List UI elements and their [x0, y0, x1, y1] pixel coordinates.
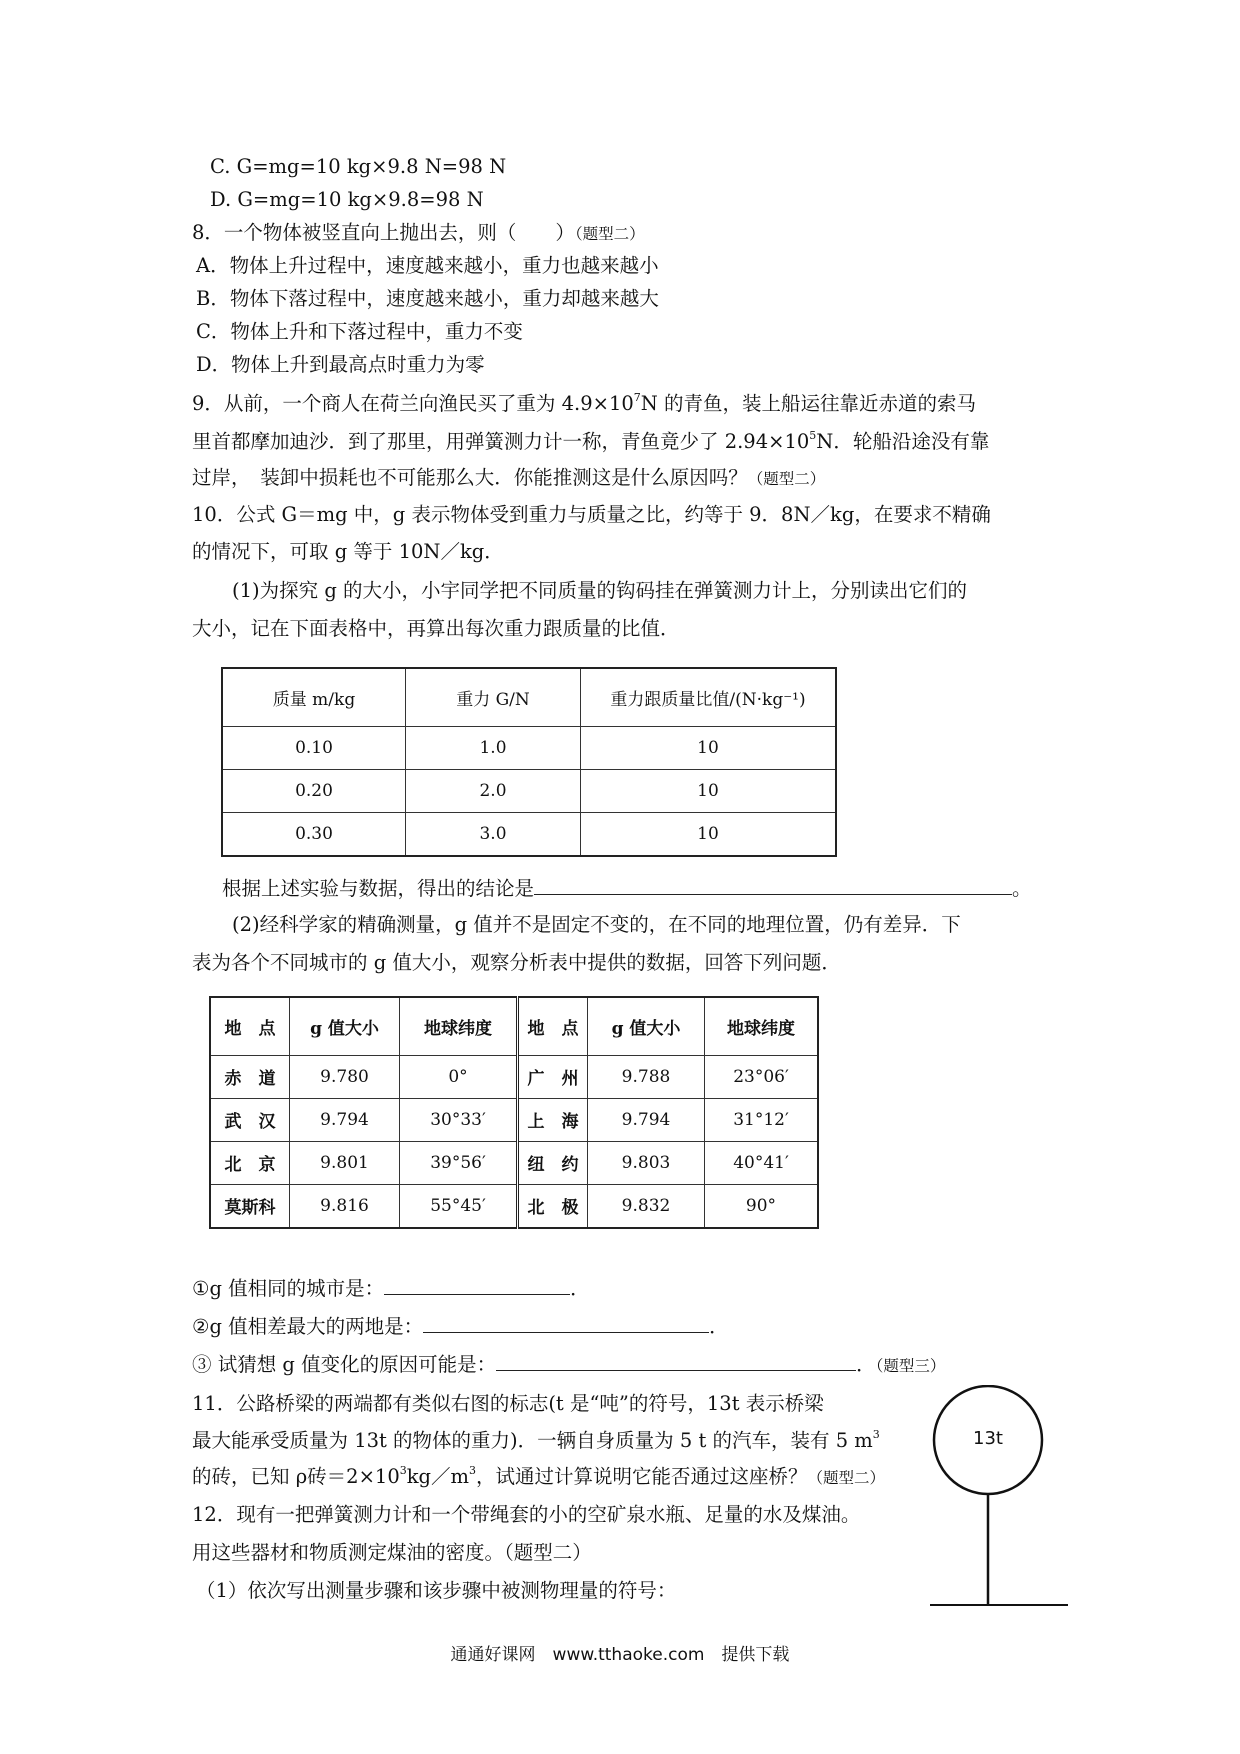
sign-label: 13t	[973, 1428, 1003, 1449]
table2-cell: 9.794	[588, 1098, 705, 1141]
table2-header: g 值大小	[588, 997, 705, 1055]
table-row	[210, 1055, 818, 1098]
table2-cell: 40°41′	[705, 1141, 819, 1184]
q9-l2-text: 里首都摩加迪沙．到了那里，用弹簧测力计一称，青鱼竟少了 2.94×10	[192, 430, 810, 453]
q11-exponent: 3	[399, 1463, 407, 1477]
table2-cell: 39°56′	[400, 1141, 518, 1184]
q11-exponent: 3	[872, 1427, 880, 1441]
q9-tag: （题型二）	[747, 470, 826, 488]
table1-cell: 0.20	[222, 769, 406, 812]
table2-cell: 莫斯科	[210, 1184, 290, 1228]
table-row	[210, 1098, 818, 1141]
table2-header: 地 点	[210, 997, 290, 1055]
subquestion-2-label: ②g 值相差最大的两地是：	[192, 1315, 424, 1338]
table1-cell: 2.0	[406, 769, 581, 812]
table2-cell: 23°06′	[705, 1055, 819, 1098]
q11-l3-text: 的砖，已知 ρ砖＝2×10	[192, 1465, 400, 1488]
question-10-part2-line-1: (2)经科学家的精确测量，g 值并不是固定不变的，在不同的地理位置，仍有差异．下	[232, 913, 961, 936]
subquestion-3-end: ．	[856, 1353, 876, 1376]
question-11-line-1: 11．公路桥梁的两端都有类似右图的标志(t 是“吨”的符号，13t 表示桥梁	[192, 1392, 824, 1415]
option-8d: D．物体上升到最高点时重力为零	[196, 353, 485, 376]
table2-cell: 9.788	[588, 1055, 705, 1098]
subquestion-1-blank[interactable]	[384, 1272, 570, 1295]
question-9-line-2	[192, 427, 989, 457]
table2-cell: 90°	[705, 1184, 819, 1228]
table2-cell: 9.803	[588, 1141, 705, 1184]
conclusion-label: 根据上述实验与数据，得出的结论是	[222, 877, 535, 900]
conclusion-line	[222, 872, 1032, 904]
question-12-line-3: （1）依次写出测量步骤和该步骤中被测物理量的符号：	[196, 1579, 677, 1602]
table2-cell: 0°	[400, 1055, 518, 1098]
question-8-text: 8．一个物体被竖直向上抛出去，则（ ）	[192, 221, 575, 244]
table2-cell: 北 极	[518, 1184, 588, 1228]
table2-cell: 9.832	[588, 1184, 705, 1228]
g-value-table	[209, 996, 819, 1229]
question-10-line-2: 的情况下，可取 g 等于 10N／kg．	[192, 540, 504, 563]
question-10-part1-line-2: 大小，记在下面表格中，再算出每次重力跟质量的比值．	[192, 617, 680, 640]
subquestion-1-label: ①g 值相同的城市是：	[192, 1277, 385, 1300]
table1-cell: 0.10	[222, 726, 406, 769]
question-8-stem	[192, 218, 645, 249]
q11-tag: （题型二）	[807, 1469, 886, 1487]
table2-cell: 9.794	[290, 1098, 400, 1141]
table2-cell: 上 海	[518, 1098, 588, 1141]
table-row	[210, 1141, 818, 1184]
table2-header: 地球纬度	[705, 997, 819, 1055]
option-7c: C. G=mg=10 kg×9.8 N=98 N	[210, 155, 507, 178]
question-9-line-1	[192, 389, 976, 419]
table-row	[222, 812, 836, 856]
q11-exponent: 3	[469, 1463, 477, 1477]
table2-cell: 55°45′	[400, 1184, 518, 1228]
table2-cell: 北 京	[210, 1141, 290, 1184]
subquestion-2	[192, 1310, 729, 1342]
option-7d: D. G=mg=10 kg×9.8=98 N	[210, 188, 484, 211]
q9-exponent-2: 5	[809, 428, 817, 442]
table1-header-weight: 重力 G/N	[406, 668, 581, 726]
bridge-limit-sign	[930, 1385, 1090, 1625]
table2-cell: 9.816	[290, 1184, 400, 1228]
table2-cell: 9.780	[290, 1055, 400, 1098]
option-8b: B．物体下落过程中，速度越来越小，重力却越来越大	[196, 287, 659, 310]
option-8a: A．物体上升过程中，速度越来越小，重力也越来越小	[196, 254, 659, 277]
question-12-line-1: 12．现有一把弹簧测力计和一个带绳套的小的空矿泉水瓶、足量的水及煤油。	[192, 1503, 861, 1526]
question-10-part2-line-2: 表为各个不同城市的 g 值大小，观察分析表中提供的数据，回答下列问题．	[192, 951, 841, 974]
question-11-line-2	[192, 1426, 880, 1456]
subquestion-3-blank[interactable]	[496, 1348, 856, 1371]
question-8-tag: （题型二）	[574, 225, 645, 243]
q9-l1-text: 9．从前，一个商人在荷兰向渔民买了重为 4.9×10	[192, 392, 634, 415]
q9-l1-text-b: N 的青鱼，装上船运往靠近赤道的索马	[640, 392, 977, 415]
q9-l2-text-b: N．轮船沿途没有靠	[816, 430, 990, 453]
subquestion-3	[192, 1348, 945, 1381]
table1-header-mass: 质量 m/kg	[222, 668, 406, 726]
subquestion-2-blank[interactable]	[423, 1310, 709, 1333]
option-8c: C．物体上升和下落过程中，重力不变	[196, 320, 523, 343]
table1-cell: 10	[581, 769, 837, 812]
question-10-part1-line-1: (1)为探究 g 的大小，小宇同学把不同质量的钩码挂在弹簧测力计上，分别读出它们的	[232, 579, 968, 602]
subquestion-3-tag: （题型三）	[875, 1357, 946, 1375]
table-row	[222, 726, 836, 769]
table1-header-ratio: 重力跟质量比值/(N·kg⁻¹)	[581, 668, 837, 726]
table1-cell: 10	[581, 812, 837, 856]
mass-weight-table	[221, 667, 837, 857]
q9-exponent-1: 7	[633, 390, 641, 404]
page-footer: 通通好课网 www.tthaoke.com 提供下载	[450, 1645, 790, 1665]
table2-header: 地 点	[518, 997, 588, 1055]
conclusion-blank[interactable]	[534, 872, 1012, 895]
table1-cell: 1.0	[406, 726, 581, 769]
subquestion-1-end: ．	[570, 1277, 590, 1300]
table2-header: g 值大小	[290, 997, 400, 1055]
subquestion-1	[192, 1272, 590, 1304]
question-12-line-2: 用这些器材和物质测定煤油的密度。（题型二）	[192, 1541, 592, 1564]
subquestion-3-label: ③ 试猜想 g 值变化的原因可能是：	[192, 1353, 497, 1376]
table2-cell: 9.801	[290, 1141, 400, 1184]
table2-cell: 31°12′	[705, 1098, 819, 1141]
table2-cell: 武 汉	[210, 1098, 290, 1141]
question-11-line-3	[192, 1462, 885, 1493]
table1-cell: 3.0	[406, 812, 581, 856]
table2-cell: 纽 约	[518, 1141, 588, 1184]
q11-l2-text: 最大能承受质量为 13t 的物体的重力)．一辆自身质量为 5 t 的汽车，装有 5 m	[192, 1429, 873, 1452]
table2-cell: 30°33′	[400, 1098, 518, 1141]
table1-cell: 10	[581, 726, 837, 769]
table2-header: 地球纬度	[400, 997, 518, 1055]
question-9-line-3	[192, 463, 825, 494]
q11-l3-text-b: kg／m	[406, 1465, 470, 1488]
table2-cell: 赤 道	[210, 1055, 290, 1098]
table-row	[222, 769, 836, 812]
subquestion-2-end: ．	[709, 1315, 729, 1338]
table-row	[210, 1184, 818, 1228]
conclusion-end: 。	[1012, 877, 1032, 900]
q9-l3-text: 过岸， 装卸中损耗也不可能那么大．你能推测这是什么原因吗？	[192, 466, 748, 489]
q11-l3-text-c: ，试通过计算说明它能否通过这座桥？	[476, 1465, 808, 1488]
table2-cell: 广 州	[518, 1055, 588, 1098]
table1-cell: 0.30	[222, 812, 406, 856]
question-10-line-1: 10．公式 G＝mg 中，g 表示物体受到重力与质量之比，约等于 9．8N／kg，在要求不精确	[192, 503, 991, 526]
